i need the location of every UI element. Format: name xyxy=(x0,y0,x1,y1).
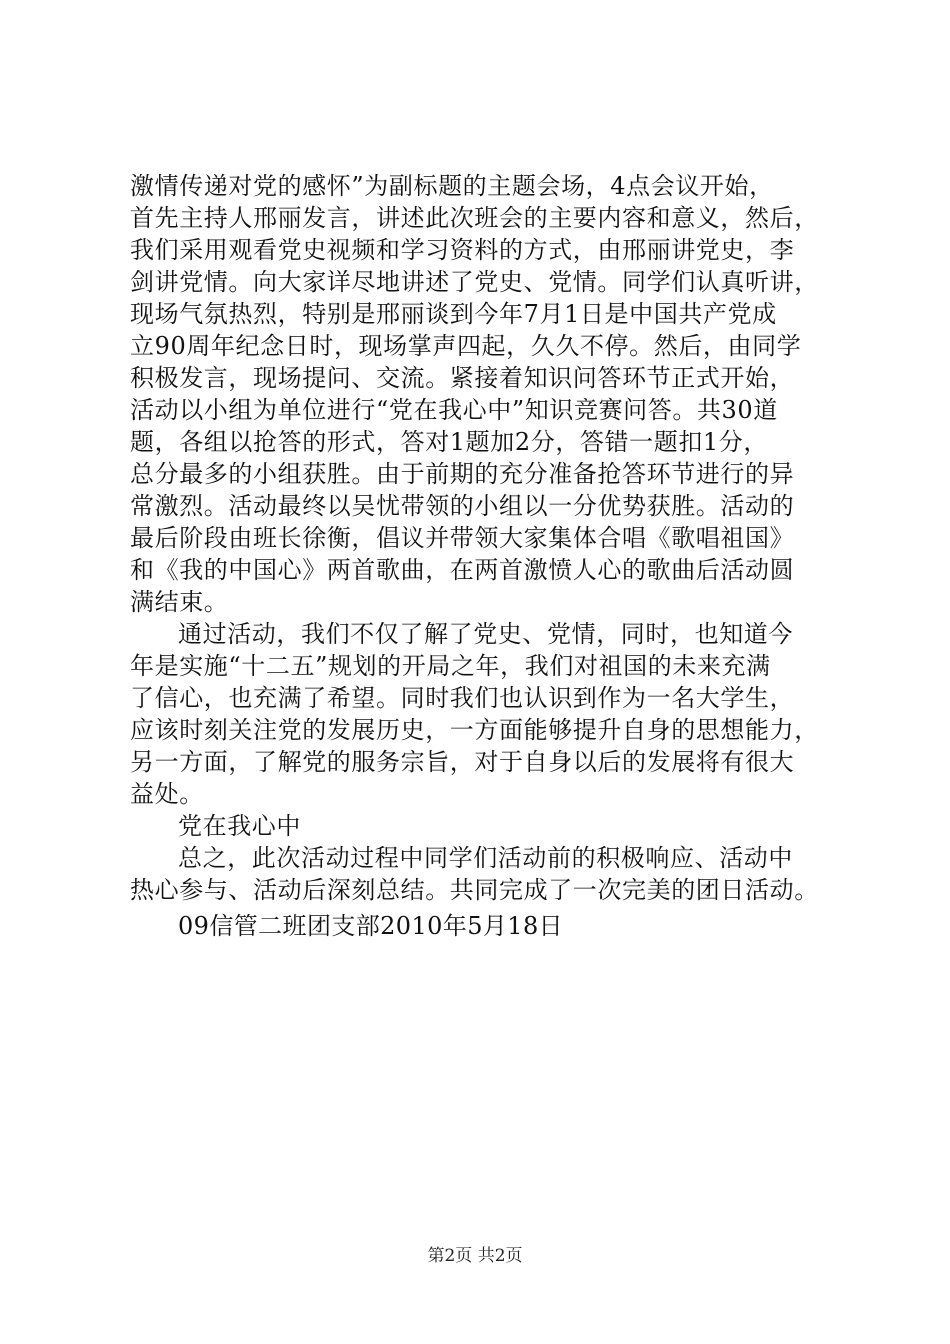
paragraph-line: 通过活动，我们不仅了解了党史、党情，同时，也知道今 xyxy=(178,620,793,648)
paragraph-line: 总分最多的小组获胜。由于前期的充分准备抢答环节进行的异 xyxy=(130,460,795,488)
paragraph-line: 年是实施“十二五”规划的开局之年，我们对祖国的未来充满 xyxy=(130,652,771,680)
paragraph-line: 和《我的中国心》两首歌曲，在两首激愤人心的歌曲后活动圆 xyxy=(130,556,795,584)
page-number-footer: 第2页 共2页 xyxy=(427,1246,523,1266)
paragraph-line: 题，各组以抢答的形式，答对1题加2分，答错一题扣1分， xyxy=(130,428,769,456)
paragraph-line: 现场气氛热烈，特别是邢丽谈到今年7月1日是中国共产党成 xyxy=(130,300,777,328)
paragraph-line: 剑讲党情。向大家详尽地讲述了党史、党情。同学们认真听讲， xyxy=(130,268,819,296)
paragraph-line: 我们采用观看党史视频和学习资料的方式，由邢丽讲党史，李 xyxy=(130,236,795,264)
paragraph-line: 了信心，也充满了希望。同时我们也认识到作为一名大学生， xyxy=(130,684,795,712)
paragraph-line: 益处。 xyxy=(130,780,204,808)
document-body xyxy=(130,170,850,906)
paragraph-line: 活动以小组为单位进行“党在我心中”知识竞赛问答。共30道 xyxy=(130,396,778,424)
paragraph-line: 满结束。 xyxy=(130,588,229,616)
paragraph-line: 激情传递对党的感怀”为副标题的主题会场，4点会议开始， xyxy=(130,172,774,200)
paragraph-line: 常激烈。活动最终以吴忧带领的小组以一分优势获胜。活动的 xyxy=(130,492,795,520)
paragraph-line: 热心参与、活动后深刻总结。共同完成了一次完美的团日活动。 xyxy=(130,876,819,904)
paragraph-line: 总之，此次活动过程中同学们活动前的积极响应、活动中 xyxy=(178,844,793,872)
paragraph-line: 首先主持人邢丽发言，讲述此次班会的主要内容和意义，然后， xyxy=(130,204,819,232)
paragraph-line: 最后阶段由班长徐衡，倡议并带领大家集体合唱《歌唱祖国》 xyxy=(130,524,795,552)
paragraph-line: 另一方面，了解党的服务宗旨，对于自身以后的发展将有很大 xyxy=(130,748,795,776)
paragraph-line: 应该时刻关注党的发展历史，一方面能够提升自身的思想能力， xyxy=(130,716,819,744)
signature-line: 09信管二班团支部2010年5月18日 xyxy=(178,912,564,940)
paragraph-line: 积极发言，现场提问、交流。紧接着知识问答环节正式开始， xyxy=(130,364,795,392)
paragraph-line: 立90周年纪念日时，现场掌声四起，久久不停。然后，由同学 xyxy=(130,332,802,360)
section-heading: 党在我心中 xyxy=(178,812,301,840)
